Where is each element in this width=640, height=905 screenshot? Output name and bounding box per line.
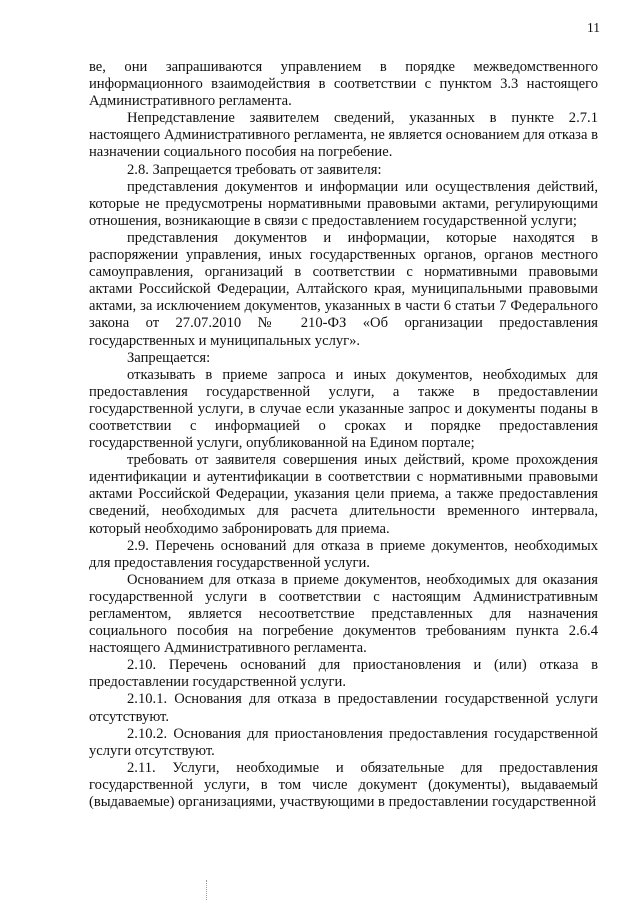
- paragraph: 2.10.1. Основания для отказа в предоставлении государственной услуги отсутствуют.: [89, 691, 598, 725]
- paragraph: 2.10. Перечень оснований для приостановления и (или) отказа в предоставлении государственной услуги.: [89, 657, 598, 691]
- paragraph: Запрещается:: [127, 349, 211, 366]
- paragraph: 2.10.2. Основания для приостановления предоставления государственной услуги отсутствуют.: [89, 725, 598, 759]
- paragraph: представления документов и информации или осуществления действий, которые не предусмотрены нормативными правовыми актами, регулирующими отношения, возникающие в связи с предоставлением государственной услуги;: [89, 178, 598, 229]
- page-number: 11: [587, 20, 600, 35]
- paragraph: 2.8. Запрещается требовать от заявителя:: [127, 161, 382, 178]
- document-body: [89, 59, 598, 811]
- paragraph: представления документов и информации, которые находятся в распоряжении управления, иных государственных органов, органов местного самоуправления, организаций в соответствии с нормативными правовыми актами Российской Федерации, Алтайского края, муниципальными правовыми актами, за исключением документов, указанных в части 6 статьи 7 Федерального закона от 27.07.2010 № 210-ФЗ «Об организации предоставления государственных и муниципальных услуг».: [89, 229, 598, 349]
- paragraph: 2.11. Услуги, необходимые и обязательные для предоставления государственной услуги, в том числе документ (документы), выдаваемый (выдаваемые) организациями, участвующими в предоставлении государственной: [89, 759, 598, 811]
- paragraph: 2.9. Перечень оснований для отказа в приеме документов, необходимых для предоставления государственной услуги.: [89, 537, 598, 571]
- paragraph: отказывать в приеме запроса и иных документов, необходимых для предоставления государственной услуги, а также в предоставлении государственной услуги, в случае если указанные запрос и документы поданы в соответствии с информацией о сроках и порядке предоставления государственной услуги, опубликованной на Едином портале;: [89, 366, 598, 452]
- scan-artifact-line: [206, 880, 208, 900]
- paragraph: требовать от заявителя совершения иных действий, кроме прохождения идентификации и аутентификации в соответствии с нормативными правовыми актами Российской Федерации, указания цели приема, а также предоставления сведений, необходимых для расчета длительности временного интервала, который необходимо забронировать для приема.: [89, 452, 598, 537]
- paragraph: ве, они запрашиваются управлением в порядке межведомственного информационного взаимодействия в соответствии с пунктом 3.3 настоящего Административного регламента.: [89, 59, 598, 110]
- paragraph: Основанием для отказа в приеме документов, необходимых для оказания государственной услуги в соответствии с настоящим Административным регламентом, является несоответствие представленных для назначения социального пособия на погребение документов требованиям пункта 2.6.4 настоящего Административного регламента.: [89, 571, 598, 657]
- paragraph: Непредставление заявителем сведений, указанных в пункте 2.7.1 настоящего Административного регламента, не является основанием для отказа в назначении социального пособия на погребение.: [89, 110, 598, 161]
